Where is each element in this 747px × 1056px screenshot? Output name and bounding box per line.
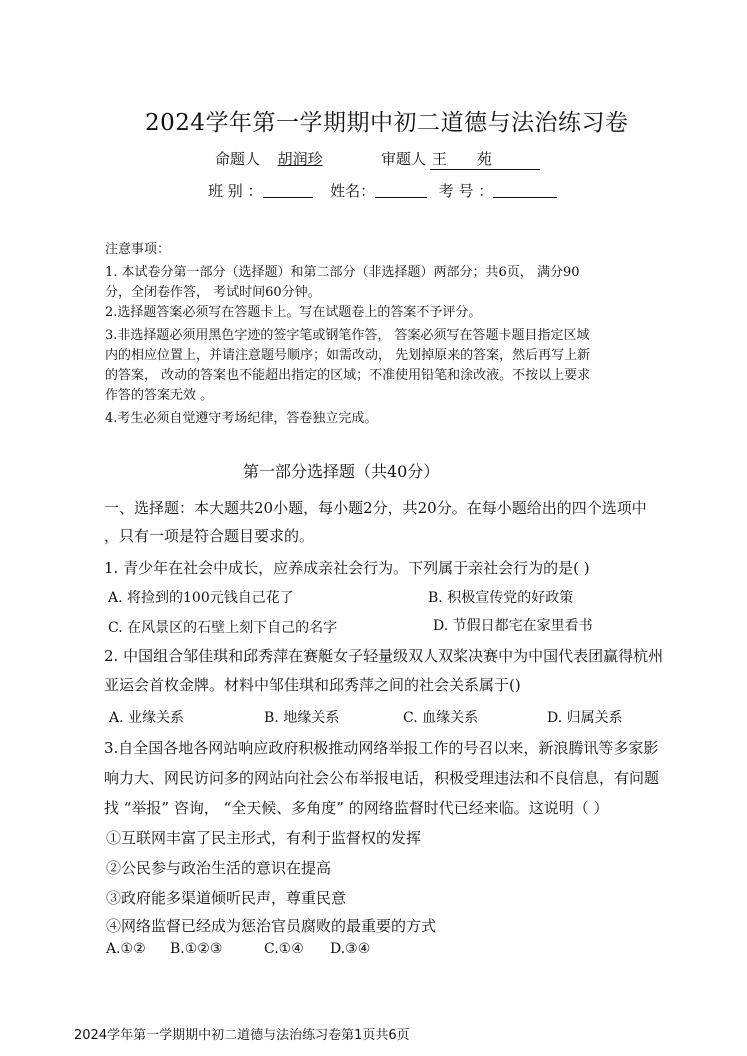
q3-option-d: D.③④: [330, 941, 371, 957]
question-3-stem: 3.自全国各地各网站响应政府积极推动网络举报工作的号召以来，新浪腾讯等多家影: [104, 739, 659, 757]
exam-title: 2024学年第一学期期中初二道德与法治练习卷: [145, 110, 629, 136]
author-line: [215, 148, 323, 169]
q3-statement-2: ②公民参与政治生活的意识在提高: [106, 859, 332, 877]
notice-line: 4.考生必须自觉遵守考场纪律，答卷独立完成。: [105, 411, 378, 426]
q1-option-b: B. 积极宣传党的好政策: [428, 590, 574, 606]
reviewer-name: 王 苑: [430, 148, 540, 170]
notice-line: 3.非选择题必须用黑色字迹的签字笔或钢笔作答， 答案必须写在答题卡题目指定区域: [105, 328, 590, 343]
q3-option-a: A.①②: [106, 941, 146, 957]
question-2-stem: 2. 中国组合邹佳琪和邱秀萍在赛艇女子轻量级双人双桨决赛中为中国代表团赢得杭州: [104, 647, 664, 665]
reviewer-line: [381, 148, 540, 170]
notice-line: 分，全闭卷作答， 考试时间60分钟。: [105, 285, 321, 300]
author-name: 胡润珍: [277, 150, 323, 168]
q3-option-b: B.①②③: [170, 941, 223, 957]
reviewer-label: 审题人: [381, 150, 427, 168]
section-intro: ，只有一项是符合题目要求的。: [104, 527, 315, 545]
q3-option-c: C.①④: [264, 941, 304, 957]
q1-option-c: C. 在风景区的石壁上刻下自己的名字: [108, 620, 338, 636]
student-info-line: [208, 180, 557, 201]
q2-option-a: A. 业缘关系: [109, 710, 185, 726]
q3-statement-1: ①互联网丰富了民主形式，有利于监督权的发挥: [106, 829, 422, 847]
notice-line: 内的相应位置上，并请注意题号顺序；如需改动， 先划掉原来的答案，然后再写上新: [105, 348, 591, 363]
name-blank: [375, 182, 427, 198]
notice-heading: 注意事项：: [105, 242, 171, 257]
q1-option-d: D. 节假日都宅在家里看书: [433, 618, 593, 634]
question-3-stem: 响力大、网民访问多的网站向社会公布举报电话，积极受理违法和不良信息，有问题: [104, 769, 660, 787]
question-3-stem: 找 “举报” 咨询， “全天候、多角度” 的网络监督时代已经来临。这说明（ ）: [104, 799, 609, 817]
class-label: 班 别 ：: [208, 182, 263, 200]
number-blank: [493, 182, 557, 198]
number-label: 考 号 ：: [438, 182, 494, 200]
class-blank: [263, 182, 313, 198]
q3-statement-4: ④网络监督已经成为惩治官员腐败的最重要的方式: [106, 917, 437, 935]
q2-option-b: B. 地缘关系: [264, 710, 340, 726]
question-1-stem: 1. 青少年在社会中成长，应养成亲社会行为。下列属于亲社会行为的是( ): [104, 559, 590, 577]
notice-line: 1. 本试卷分第一部分（选择题）和第二部分（非选择题）两部分；共6页， 满分90: [105, 265, 580, 280]
section-intro: 一、选择题：本大题共20小题，每小题2分，共20分。在每小题给出的四个选项中: [104, 499, 647, 517]
page-footer: 2024学年第一学期期中初二道德与法治练习卷第1页共6页: [74, 1028, 410, 1043]
q2-option-c: C. 血缘关系: [403, 710, 479, 726]
name-label: 姓名：: [330, 182, 376, 200]
notice-line: 的答案， 改动的答案也不能超出指定的区域；不准使用铅笔和涂改液。不按以上要求: [105, 368, 591, 383]
author-label: 命题人: [215, 150, 261, 168]
question-2-stem: 亚运会首枚金牌。材料中邹佳琪和邱秀萍之间的社会关系属于(): [104, 676, 521, 694]
notice-line: 2.选择题答案必须写在答题卡上。写在试题卷上的答案不予评分。: [105, 305, 482, 320]
q1-option-a: A. 将捡到的100元钱自己花了: [108, 590, 294, 606]
notice-line: 作答的答案无效 。: [105, 388, 214, 403]
q3-statement-3: ③政府能多渠道倾听民声，尊重民意: [106, 889, 347, 907]
section-title: 第一部分选择题（共40分）: [243, 462, 440, 481]
q2-option-d: D. 归属关系: [547, 710, 623, 726]
